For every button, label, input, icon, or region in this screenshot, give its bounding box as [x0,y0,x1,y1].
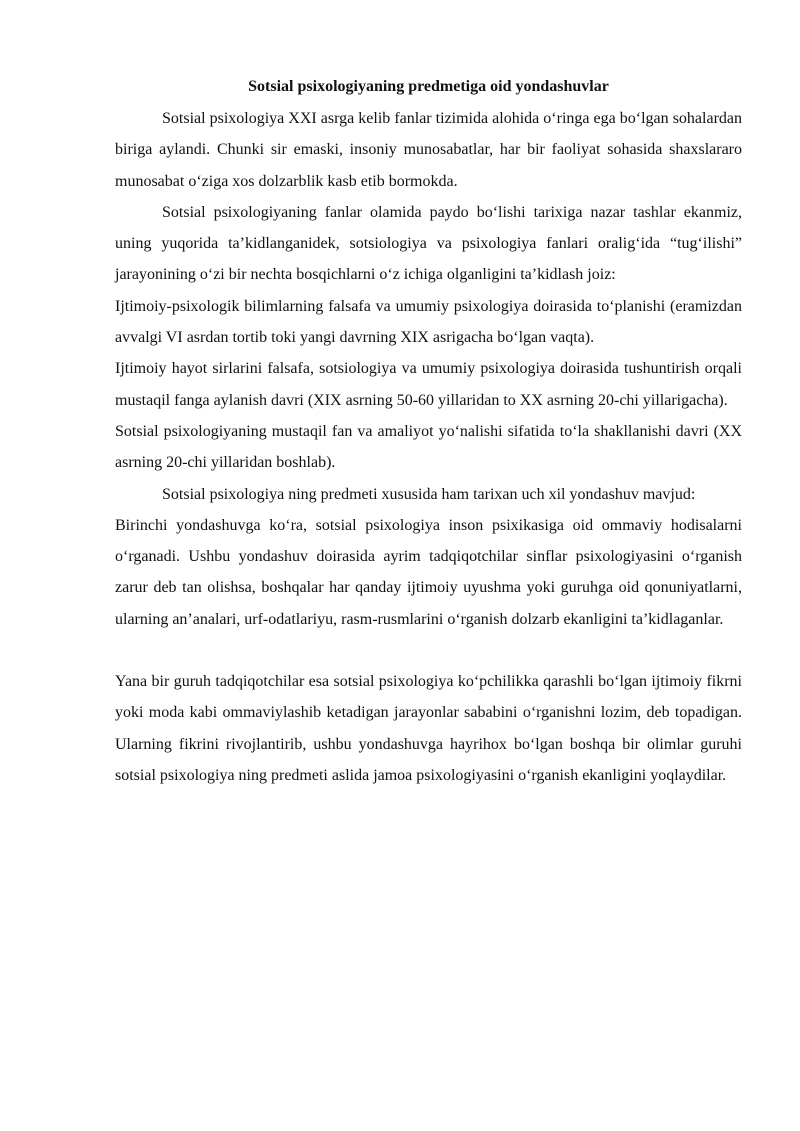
paragraph-first-approach: Birinchi yondashuvga ko‘ra, sotsial psixologiya inson psixikasiga oid ommaviy hodisalarni o‘rganadi. Ushbu yondashuv doirasida ayrim tadqiqotchilar sinflar psixologiyasini o‘rganish zarur deb tan olishsa, boshqalar har qanday ijtimoiy uyushma yoki guruhga oid qonuniyatlarni, ularning an’analari, urf-odatlariyu, rasm-rusmlarini o‘rganish dolzarb ekanligini ta’kidlaganlar. [115,516,742,628]
paragraph-stage-2: Ijtimoiy hayot sirlarini falsafa, sotsiologiya va umumiy psixologiya doirasida tushuntirish orqali mustaqil fanga aylanish davri (XIX asrning 50-60 yillaridan to XX asrning 20-chi yillarigacha). [115,360,742,409]
paragraph-second-group: Yana bir guruh tadqiqotchilar esa sotsial psixologiya ko‘pchilikka qarashli bo‘lgan ijtimoiy fikrni yoki moda kabi ommaviylashib ketadigan jarayonlar sababini o‘rganishni lozim, deb topadigan. Ularning fikrini rivojlantirib, ushbu yondashuvga hayrihox bo‘lgan boshqa bir olimlar guruhi sotsial psixologiya ning predmeti aslida jamoa psixologiyasini o‘rganish ekanligini yoqlaydilar. [115,673,742,784]
paragraph-stage-1: Ijtimoiy-psixologik bilimlarning falsafa va umumiy psixologiya doirasida to‘planishi (eramizdan avvalgi VI asrdan tortib toki yangi davrning XIX asrigacha bo‘lgan vaqta). [115,297,742,347]
paragraph-history: Sotsial psixologiyaning fanlar olamida paydo bo‘lishi tarixiga nazar tashlar ekanmiz, uning yuqorida ta’kidlanganidek, sotsiologiya va psixologiya fanlari oralig‘ida “tug‘ilishi” jarayonining o‘zi bir nechta bosqichlarni o‘z ichiga olganligini ta’kidlash joiz: [115,203,742,284]
document-title: Sotsial psixologiyaning predmetiga oid yondashuvlar [248,78,609,95]
paragraph-stage-3: Sotsial psixologiyaning mustaqil fan va amaliyot yo‘nalishi sifatida to‘la shakllanishi davri (XX asrning 20-chi yillaridan boshlab). [115,422,742,472]
paragraph-approaches: Sotsial psixologiya ning predmeti xususida ham tarixan uch xil yondashuv mavjud: [162,485,696,503]
document-page [115,74,742,791]
paragraph-intro: Sotsial psixologiya XXI asrga kelib fanlar tizimida alohida o‘ringa ega bo‘lgan sohalardan biriga aylandi. Chunki sir emaski, insoniy munosabatlar, har bir faoliyat sohasida shaxslararo munosabat o‘ziga xos dolzarblik kasb etib bormokda. [115,110,742,190]
